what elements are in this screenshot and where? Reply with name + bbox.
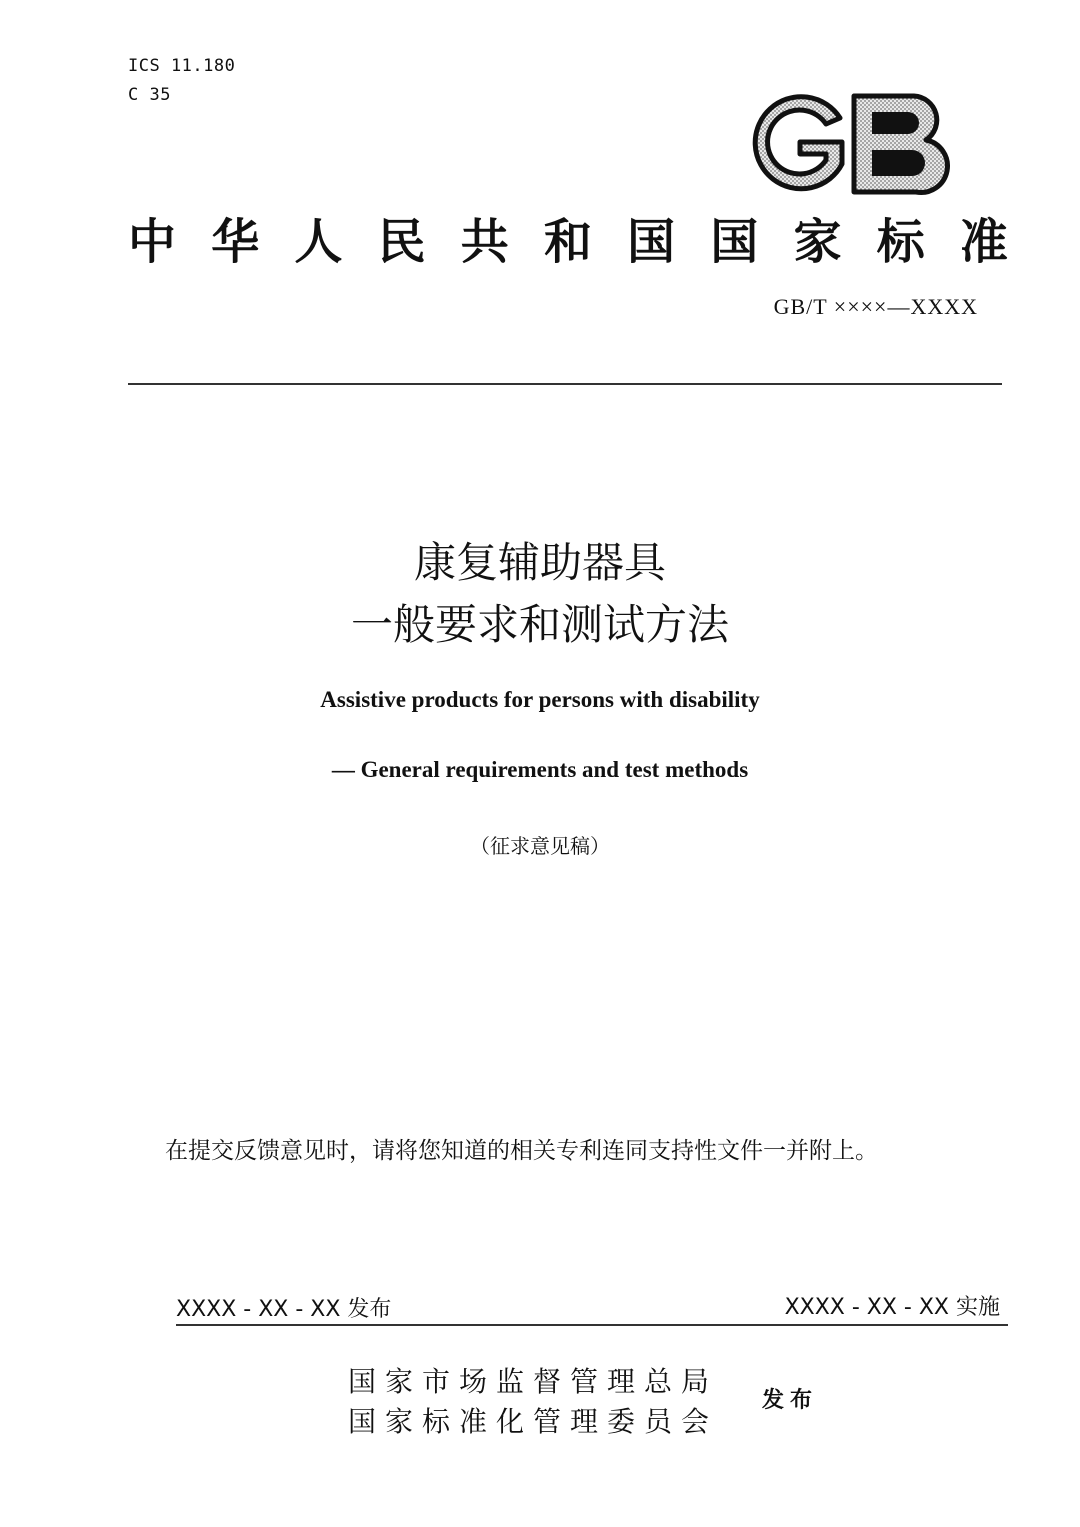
standard-number: GB/T ××××—XXXX	[773, 294, 978, 319]
issuer-block	[348, 1362, 718, 1442]
issue-label: 发布	[762, 1388, 819, 1413]
title-char: 国	[710, 213, 759, 270]
title-char: 准	[959, 213, 1008, 270]
implementation-date: XXXX - XX - XX 实施	[784, 1295, 1000, 1320]
title-char: 共	[460, 213, 509, 270]
title-char: 标	[876, 213, 925, 270]
issuer-sac: 国家标准化管理委员会	[348, 1405, 719, 1438]
title-char: 家	[793, 213, 842, 270]
bottom-divider	[176, 1324, 1008, 1326]
title-zh-line2: 一般要求和测试方法	[350, 600, 729, 649]
title-char: 国	[627, 213, 676, 270]
top-divider	[128, 383, 1002, 385]
title-char: 中	[128, 213, 177, 270]
ics-code: ICS 11.180	[128, 56, 236, 76]
title-char: 华	[211, 213, 260, 270]
publish-date: XXXX - XX - XX 发布	[176, 1297, 392, 1322]
title-zh-line1: 康复辅助器具	[413, 538, 666, 587]
title-en-line1: Assistive products for persons with disability	[320, 687, 760, 712]
issuer-samr: 国家市场监督管理总局	[348, 1365, 719, 1398]
title-char: 和	[543, 213, 592, 270]
national-standard-title	[128, 205, 1008, 269]
draft-label: （征求意见稿）	[470, 834, 610, 858]
gb-logo-icon	[742, 90, 954, 198]
title-en-line2: — General requirements and test methods	[331, 757, 749, 782]
title-char: 民	[377, 213, 426, 270]
title-char: 人	[294, 213, 343, 270]
patent-note: 在提交反馈意见时，请将您知道的相关专利连同支持性文件一并附上。	[165, 1138, 878, 1164]
classification-code: C 35	[128, 85, 171, 105]
